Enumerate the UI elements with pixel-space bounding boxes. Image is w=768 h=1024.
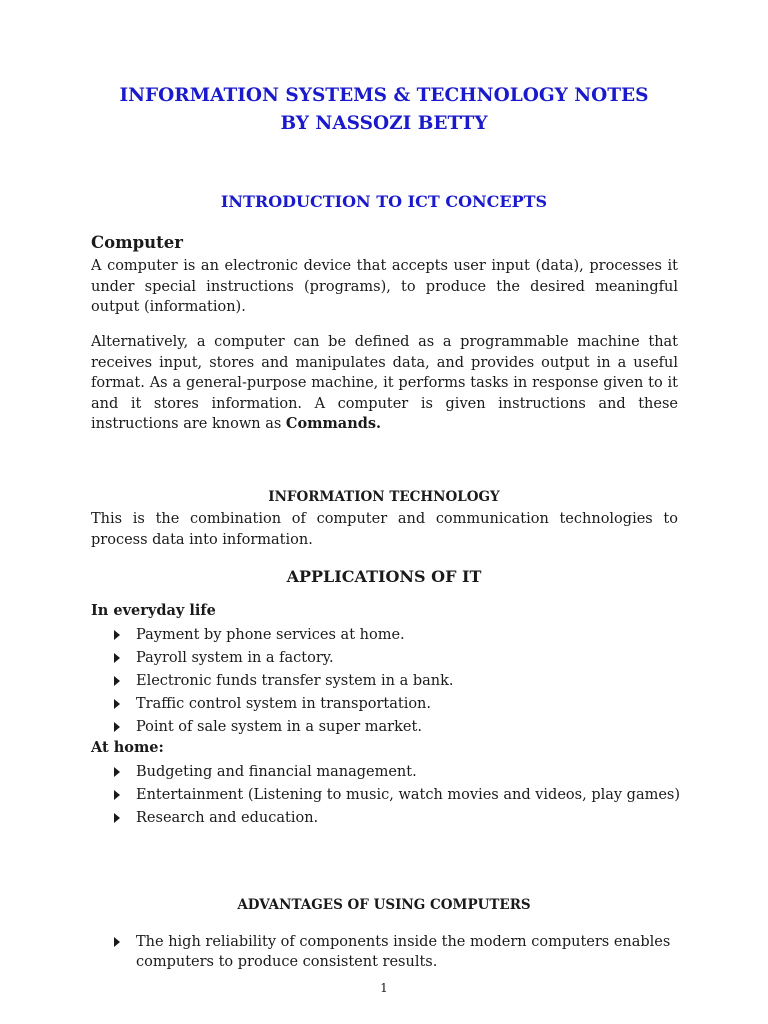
bullet-arrow-icon — [114, 722, 120, 732]
bullet-arrow-icon — [114, 676, 120, 686]
list-item: Electronic funds transfer system in a bank. — [114, 671, 684, 691]
advantages-list — [114, 932, 684, 975]
advantages-heading: ADVANTAGES OF USING COMPUTERS — [237, 897, 531, 913]
commands-term: Commands. — [285, 415, 382, 432]
at-home-heading: At home: — [91, 739, 164, 756]
title-line-1: INFORMATION SYSTEMS & TECHNOLOGY NOTES — [119, 85, 649, 106]
bullet-arrow-icon — [114, 767, 120, 777]
everyday-life-heading: In everyday life — [91, 602, 216, 619]
list-item: Traffic control system in transportation. — [114, 694, 684, 714]
list-item: Budgeting and financial management. — [114, 762, 684, 782]
bullet-arrow-icon — [114, 699, 120, 709]
list-item: Payroll system in a factory. — [114, 648, 684, 668]
info-tech-heading: INFORMATION TECHNOLOGY — [268, 489, 500, 505]
list-item: Entertainment (Listening to music, watch movies and videos, play games) — [114, 785, 684, 805]
list-item: The high reliability of components inside the modern computers enables computers to produce consistent results. — [114, 932, 684, 972]
computer-paragraph-1: A computer is an electronic device that accepts user input (data), processes it under special instructions (programs), to produce the desired meaningful output (information). — [91, 258, 678, 315]
at-home-list — [114, 762, 684, 831]
list-item: Point of sale system in a super market. — [114, 717, 684, 737]
everyday-life-list — [114, 625, 684, 740]
document-title — [0, 82, 768, 138]
bullet-arrow-icon — [114, 813, 120, 823]
list-item: Payment by phone services at home. — [114, 625, 684, 645]
bullet-arrow-icon — [114, 937, 120, 947]
computer-paragraph-2 — [91, 332, 678, 435]
computer-paragraph-2-text: Alternatively, a computer can be defined as a programmable machine that receives input, stores and manipulates data, and provides output in a useful format. As a general-purpose machine, it performs tasks in response given to it and it stores information. A computer is given instructions and these instructions are known as — [91, 334, 678, 432]
applications-heading: APPLICATIONS OF IT — [286, 567, 482, 586]
bullet-arrow-icon — [114, 630, 120, 640]
page-number: 1 — [380, 981, 388, 995]
list-item: Research and education. — [114, 808, 684, 828]
computer-heading: Computer — [91, 233, 183, 252]
title-line-2: BY NASSOZI BETTY — [280, 113, 488, 134]
bullet-arrow-icon — [114, 790, 120, 800]
bullet-arrow-icon — [114, 653, 120, 663]
info-tech-paragraph: This is the combination of computer and communication technologies to process data into information. — [91, 511, 678, 548]
intro-heading: INTRODUCTION TO ICT CONCEPTS — [220, 192, 548, 211]
